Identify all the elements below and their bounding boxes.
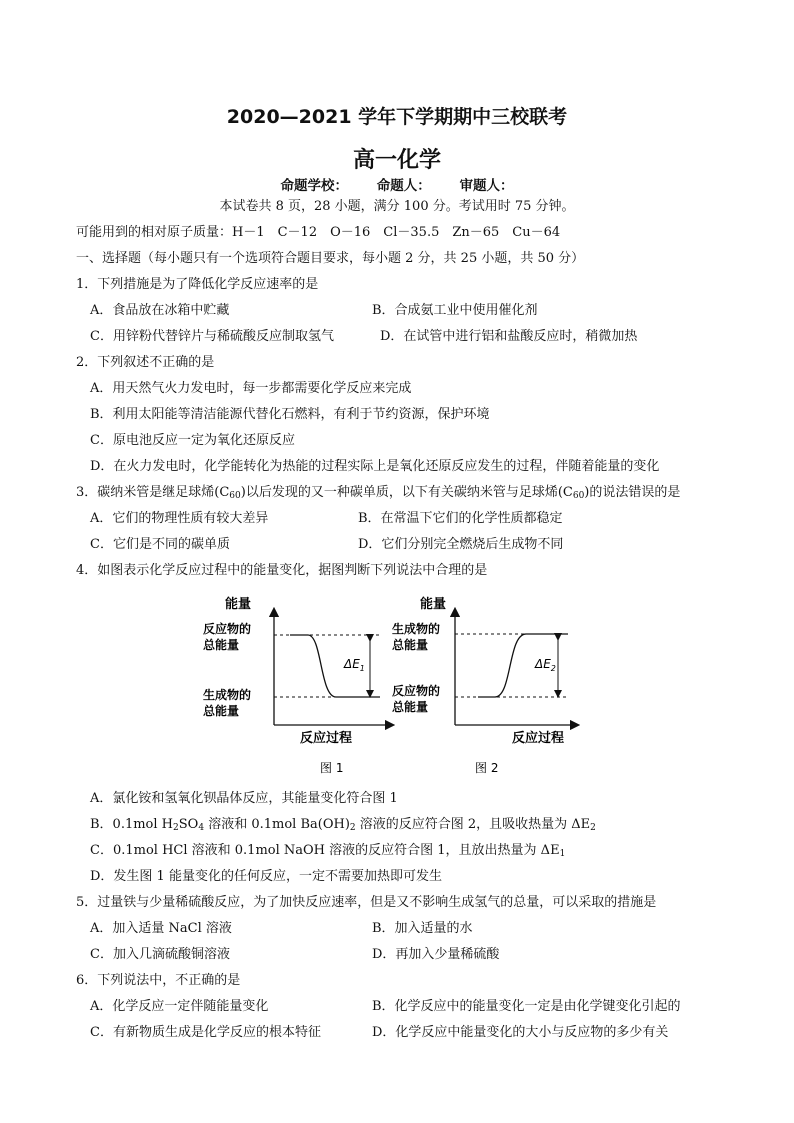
energy-axis-label-2: 能量 (420, 597, 447, 612)
q2-option-a: A．用天然气火力发电时，每一步都需要化学反应来完成 (90, 381, 412, 396)
question-3-stem: 3．碳纳米管是继足球烯$(C_{60})$以后发现的又一种碳单质，以下有关碳纳米管与足球烯$(C_{60})$的说法错误的是 (76, 485, 681, 501)
q2-option-c: C．原电池反应一定为氧化还原反应 (90, 433, 295, 448)
svg-text:ΔE1: $\Delta E_1$ (344, 657, 365, 673)
q4-option-a: A．氯化铵和氢氧化钡晶体反应，其能量变化符合图 1 (90, 791, 398, 806)
energy-diagrams (190, 590, 590, 780)
question-4-stem: 4．如图表示化学反应过程中的能量变化，据图判断下列说法中合理的是 (76, 563, 488, 578)
q3-option-a: A．它们的物理性质有较大差异 (90, 511, 269, 526)
q6-option-d: D．化学反应中能量变化的大小与反应物的多少有关 (372, 1025, 669, 1040)
process-axis-label-1: 反应过程 (300, 731, 353, 746)
q6-option-a: A．化学反应一定伴随能量变化 (90, 999, 269, 1014)
q5-option-a: A．加入适量 NaCl 溶液 (90, 921, 232, 936)
section-heading: 一、选择题（每小题只有一个选项符合题目要求，每小题 2 分，共 25 小题，共 50 分） (76, 251, 585, 266)
q1-option-b: B．合成氨工业中使用催化剂 (372, 303, 538, 318)
q6-option-b: B．化学反应中的能量变化一定是由化学键变化引起的 (372, 999, 681, 1014)
svg-text:总能量: 总能量 (392, 638, 429, 652)
svg-text:反应物的: 反应物的 (203, 622, 252, 636)
reviewer-label: 审题人： (459, 178, 514, 194)
q4-option-b: B．0.1mol $H_2SO_4$ 溶液和 0.1mol $Ba(OH)_2$ 溶液的反应符合图 2，且吸收热量为 $\Delta E_2$ (90, 817, 596, 833)
q1-option-c: C．用锌粉代替锌片与稀硫酸反应制取氢气 (90, 329, 334, 344)
q5-option-c: C．加入几滴硫酸铜溶液 (90, 947, 230, 962)
question-6-stem: 6．下列说法中，不正确的是 (76, 973, 241, 988)
svg-text:生成物的: 生成物的 (392, 622, 441, 636)
process-axis-label-2: 反应过程 (512, 731, 565, 746)
q2-option-b: B．利用太阳能等清洁能源代替化石燃料，有利于节约资源，保护环境 (90, 407, 490, 422)
svg-text:生成物的: 生成物的 (203, 688, 252, 702)
setter-info (0, 174, 794, 194)
q2-option-d: D．在火力发电时，化学能转化为热能的过程实际上是氧化还原反应发生的过程，伴随着能量的变化 (90, 459, 660, 474)
question-1-stem: 1．下列措施是为了降低化学反应速率的是 (76, 277, 319, 292)
svg-text:ΔE2: $\Delta E_2$ (535, 657, 556, 673)
svg-text:总能量: 总能量 (203, 638, 240, 652)
question-5-stem: 5．过量铁与少量稀硫酸反应，为了加快反应速率，但是又不影响生成氢气的总量，可以采取的措施是 (76, 895, 657, 910)
question-2-stem: 2．下列叙述不正确的是 (76, 355, 215, 370)
energy-axis-label-1: 能量 (225, 597, 252, 612)
q6-option-c: C．有新物质生成是化学反应的根本特征 (90, 1025, 321, 1040)
q4-option-c: C．0.1mol HCl 溶液和 0.1mol NaOH 溶液的反应符合图 1，且放出热量为 $\Delta E_1$ (90, 843, 566, 859)
setter-label: 命题人： (376, 178, 431, 194)
curve-1 (290, 635, 380, 697)
q5-option-b: B．加入适量的水 (372, 921, 473, 936)
figure-1-caption: 图 1 (320, 761, 344, 775)
q1-option-a: A．食品放在冰箱中贮藏 (90, 303, 230, 318)
figure-2 (392, 596, 575, 775)
exam-info: 本试卷共 8 页，28 小题，满分 100 分。考试用时 75 分钟。 (219, 199, 575, 214)
svg-text:反应物的: 反应物的 (392, 684, 441, 698)
setter-school-label: 命题学校： (280, 178, 349, 194)
subject-title: 高一化学 (352, 148, 441, 173)
svg-text:总能量: 总能量 (203, 704, 240, 718)
figure-1 (203, 596, 390, 775)
exam-title: 2020—2021 学年下学期期中三校联考 (226, 106, 568, 128)
atomic-masses: 可能用到的相对原子质量：H－1 C－12 O－16 Cl－35.5 Zn－65 Cu－64 (76, 225, 561, 240)
q3-option-d: D．它们分别完全燃烧后生成物不同 (358, 537, 564, 552)
svg-text:总能量: 总能量 (392, 700, 429, 714)
figure-2-caption: 图 2 (475, 761, 499, 775)
q3-option-b: B．在常温下它们的化学性质都稳定 (358, 511, 563, 526)
q1-option-d: D．在试管中进行铝和盐酸反应时，稍微加热 (380, 329, 638, 344)
q4-option-d: D．发生图 1 能量变化的任何反应，一定不需要加热即可发生 (90, 869, 442, 884)
q5-option-d: D．再加入少量稀硫酸 (372, 947, 500, 962)
q3-option-c: C．它们是不同的碳单质 (90, 537, 230, 552)
